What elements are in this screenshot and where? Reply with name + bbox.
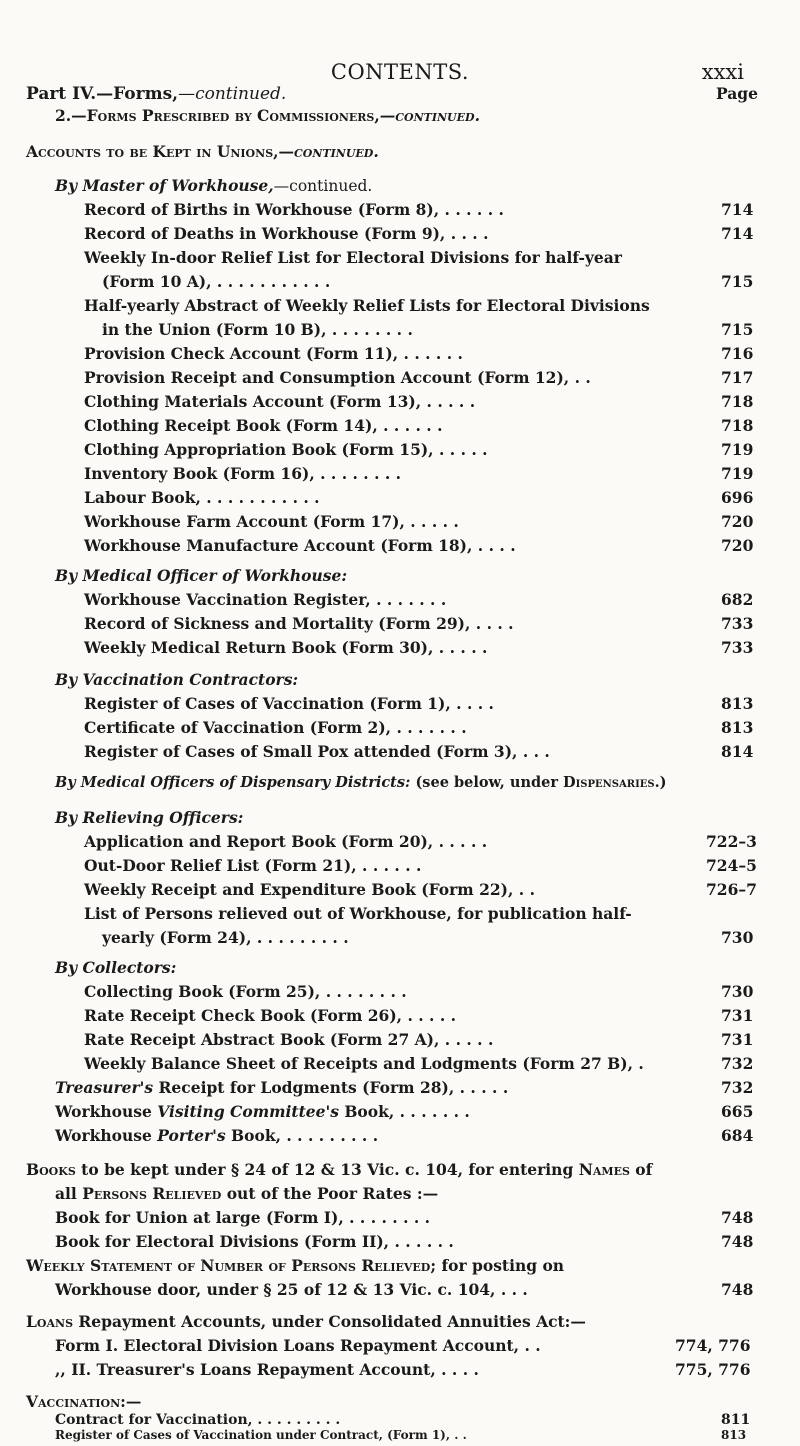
master-heading (55, 176, 372, 195)
collectors-heading: By Collectors: (55, 958, 177, 977)
toc-label: Register of Cases of Small Pox attended (Form 3), . . . (84, 742, 550, 761)
accounts-heading-continued: —continued. (278, 142, 379, 161)
part-heading-bold: Part IV.—Forms, (26, 84, 179, 104)
toc-label: Weekly Medical Return Book (Form 30), . . . . . (84, 638, 488, 657)
page-column-label: Page (716, 84, 758, 103)
books-line2-b: out of the Poor Rates :— (221, 1184, 439, 1203)
accounts-heading-text: Accounts to be Kept in Unions, (26, 142, 279, 161)
running-title: CONTENTS. (330, 60, 470, 84)
toc-label: Register of Cases of Vaccination under Contract, (Form 1), . . (55, 1428, 467, 1442)
toc-page: 731 (721, 1006, 754, 1025)
toc-page: 732 (721, 1078, 754, 1097)
dispensary-ref: Dispensaries (563, 774, 655, 791)
toc-page: 731 (721, 1030, 754, 1049)
books-line2-a: all (55, 1184, 83, 1203)
toc-page: 718 (721, 416, 754, 435)
part-heading (26, 84, 286, 104)
toc-page: 730 (721, 982, 754, 1001)
toc-page: 665 (721, 1102, 754, 1121)
toc-label: Workhouse Manufacture Account (Form 18), . . . . (84, 536, 516, 555)
toc-label: in the Union (Form 10 B), . . . . . . . . (102, 320, 413, 339)
toc-page: 718 (721, 392, 754, 411)
toc-page: 682 (721, 590, 754, 609)
toc-label: Clothing Appropriation Book (Form 15), . . . . . (84, 440, 488, 459)
toc-label: Rate Receipt Check Book (Form 26), . . . . . (84, 1006, 457, 1025)
part-heading-continued: —continued. (178, 84, 287, 104)
toc-page: 813 (721, 694, 754, 713)
toc-label: Clothing Materials Account (Form 13), . . . . . (84, 392, 476, 411)
books-persons: Persons Relieved (82, 1184, 222, 1203)
page-number: xxxi (701, 60, 744, 84)
loans-label: Loans (26, 1312, 74, 1331)
section-heading (55, 106, 480, 125)
accounts-heading (26, 142, 379, 161)
toc-label-italic: Treasurer's (55, 1078, 154, 1097)
toc-label: Application and Report Book (Form 20), . . . . . (84, 832, 488, 851)
vaccination-heading (26, 1392, 141, 1411)
toc-page: 717 (721, 368, 754, 387)
toc-page: 730 (721, 928, 754, 947)
toc-label-italic: Porter's (157, 1126, 226, 1145)
toc-label: Inventory Book (Form 16), . . . . . . . . (84, 464, 402, 483)
toc-label: Book, . . . . . . . (338, 1102, 470, 1121)
toc-label: List of Persons relieved out of Workhouse, for publication half- (84, 904, 632, 923)
vaccination-contractors-heading: By Vaccination Contractors: (55, 670, 299, 689)
weekly-statement-label: Weekly Statement of Number of Persons Relieved (26, 1256, 431, 1275)
toc-page: 714 (721, 200, 754, 219)
toc-page: 726–7 (706, 880, 757, 899)
toc-label: ,, II. Treasurer's Loans Repayment Account, . . . . (55, 1360, 479, 1379)
toc-page: 774, 776 (675, 1336, 751, 1355)
toc-label: Record of Sickness and Mortality (Form 29), . . . . (84, 614, 514, 633)
toc-page: 715 (721, 272, 754, 291)
toc-label: Provision Receipt and Consumption Account (Form 12), . . (84, 368, 591, 387)
toc-label: Out-Door Relief List (Form 21), . . . . . . (84, 856, 422, 875)
master-heading-label: By Master of Workhouse, (55, 176, 274, 195)
toc-page: 722–3 (706, 832, 757, 851)
section-heading-text: 2.—Forms Prescribed by Commissioners, (55, 106, 380, 125)
toc-page: 715 (721, 320, 754, 339)
toc-label: Rate Receipt Abstract Book (Form 27 A), . . . . . (84, 1030, 494, 1049)
toc-label: yearly (Form 24), . . . . . . . . . (102, 928, 349, 947)
toc-page: 814 (721, 742, 754, 761)
toc-label: Half-yearly Abstract of Weekly Relief Lists for Electoral Divisions (84, 296, 650, 315)
toc-page: 720 (721, 512, 754, 531)
toc-label: Certificate of Vaccination (Form 2), . . . . . . . (84, 718, 467, 737)
toc-label-italic: Visiting Committee's (157, 1102, 339, 1121)
toc-label (430, 1428, 455, 1429)
section-heading-continued: —continued. (379, 106, 480, 125)
toc-label: Form I. Electoral Division Loans Repayment Account, . . (55, 1336, 541, 1355)
toc-page (430, 1428, 432, 1429)
toc-page: 719 (721, 464, 754, 483)
toc-page: 716 (721, 344, 754, 363)
dispensary-label: By Medical Officers of Dispensary Districts: (55, 774, 411, 791)
books-end: of (629, 1160, 653, 1179)
vaccination-label: Vaccination (26, 1392, 121, 1411)
toc-label: Collecting Book (Form 25), . . . . . . . . (84, 982, 407, 1001)
toc-label: Weekly Balance Sheet of Receipts and Lodgments (Form 27 B), . (84, 1054, 644, 1073)
toc-page: 724–5 (706, 856, 757, 875)
toc-label: Book for Electoral Divisions (Form II), . . . . . . (55, 1232, 454, 1251)
toc-page: 684 (721, 1126, 754, 1145)
toc-label: Workhouse Farm Account (Form 17), . . . . . (84, 512, 459, 531)
toc-page: 720 (721, 536, 754, 555)
loans-heading (26, 1312, 586, 1331)
books-heading-cont (55, 1184, 438, 1203)
toc-page: 719 (721, 440, 754, 459)
toc-page: 696 (721, 488, 754, 507)
toc-label: Book for Union at large (Form I), . . . . . . . . (55, 1208, 431, 1227)
toc-label: Clothing Receipt Book (Form 14), . . . . . . (84, 416, 443, 435)
toc-label: Workhouse Vaccination Register, . . . . . . . (84, 590, 447, 609)
toc-label: Receipt for Lodgments (Form 28), . . . . . (153, 1078, 509, 1097)
toc-label: Weekly In-door Relief List for Electoral Divisions for half-year (84, 248, 622, 267)
toc-page: 813 (721, 718, 754, 737)
books-text: to be kept under § 24 of 12 & 13 Vic. c. 104, for entering (75, 1160, 579, 1179)
toc-label: Weekly Receipt and Expenditure Book (Form 22), . . (84, 880, 535, 899)
toc-page: 748 (721, 1232, 754, 1251)
weekly-statement (26, 1256, 564, 1275)
toc-page: 748 (721, 1208, 754, 1227)
toc-page: 775, 776 (675, 1360, 751, 1379)
toc-label-prefix: Workhouse (55, 1126, 158, 1145)
toc-label: Book, . . . . . . . . . (225, 1126, 379, 1145)
master-heading-continued: —continued. (273, 177, 373, 195)
toc-page: 733 (721, 638, 754, 657)
toc-label: Labour Book, . . . . . . . . . . . (84, 488, 320, 507)
toc-page: 813 (721, 1428, 747, 1442)
dispensary-close: .) (654, 774, 667, 791)
toc-label: (Form 10 A), . . . . . . . . . . . (102, 272, 331, 291)
toc-page: 732 (721, 1054, 754, 1073)
books-label: Books (26, 1160, 76, 1179)
dispensary-note: (see below, under (410, 774, 564, 791)
toc-label: Register of Cases of Vaccination (Form 1), . . . . (84, 694, 494, 713)
loans-text: Repayment Accounts, under Consolidated Annuities Act:— (73, 1312, 586, 1331)
toc-label: Contract for Vaccination, . . . . . . . . . (55, 1412, 341, 1428)
books-heading (26, 1160, 652, 1179)
relieving-heading: By Relieving Officers: (55, 808, 244, 827)
weekly-statement-rest: ; for posting on (430, 1256, 565, 1275)
books-names: Names (578, 1160, 630, 1179)
medical-heading: By Medical Officer of Workhouse: (55, 566, 348, 585)
toc-page: 733 (721, 614, 754, 633)
toc-page: 714 (721, 224, 754, 243)
toc-label: Record of Deaths in Workhouse (Form 9), . . . . (84, 224, 489, 243)
toc-label-prefix: Workhouse (55, 1102, 158, 1121)
toc-page: 811 (721, 1412, 751, 1428)
toc-label: Provision Check Account (Form 11), . . . . . . (84, 344, 463, 363)
toc-label: Record of Births in Workhouse (Form 8), . . . . . . (84, 200, 504, 219)
toc-page: 748 (721, 1280, 754, 1299)
toc-label: Workhouse door, under § 25 of 12 & 13 Vic. c. 104, . . . (55, 1280, 528, 1299)
dispensary-line (55, 774, 667, 791)
vaccination-colon: :— (120, 1392, 142, 1411)
